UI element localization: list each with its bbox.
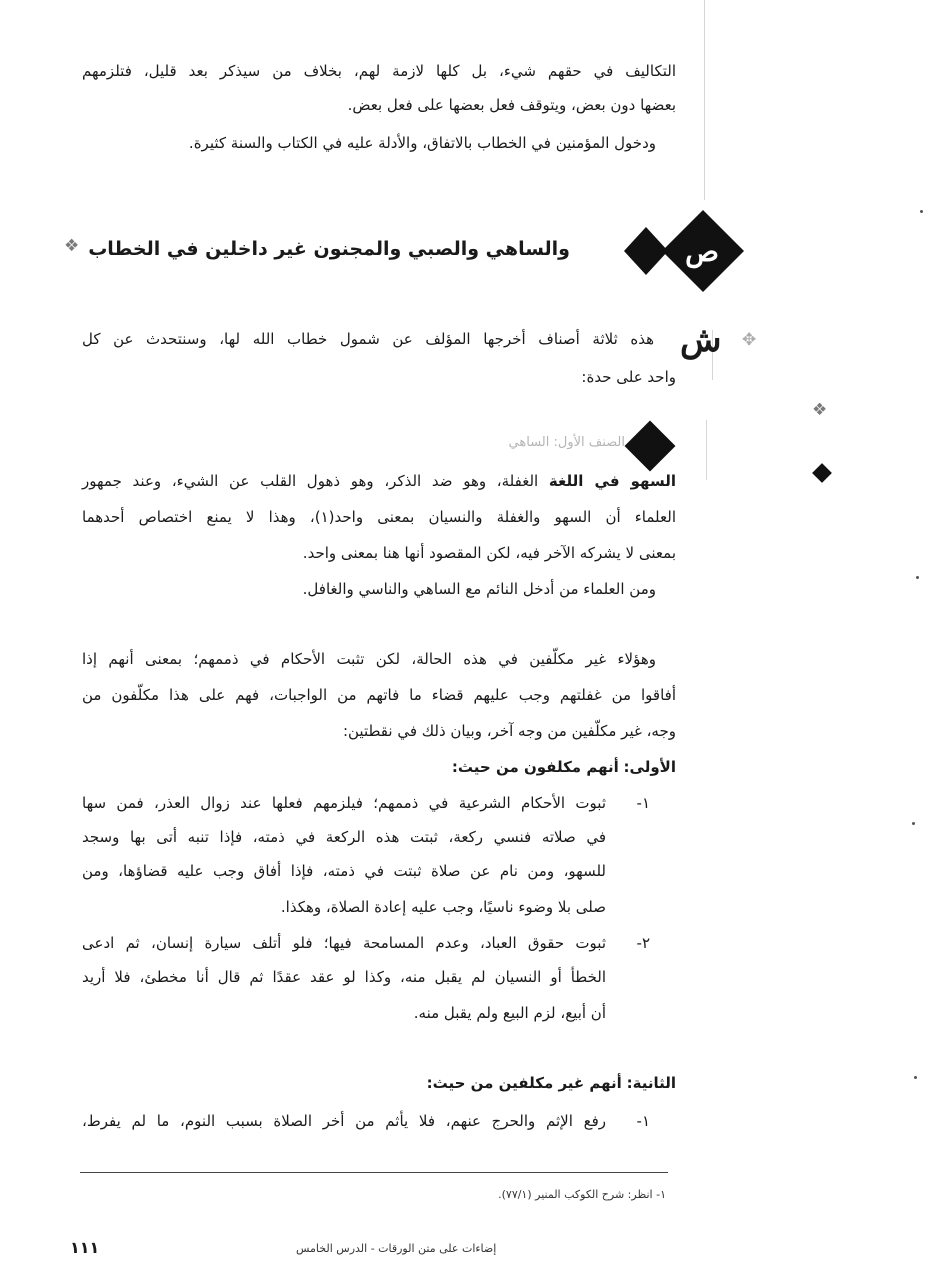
ornament-icon: ❖ bbox=[812, 400, 828, 420]
faded-subheading: الصنف الأول: الساهي bbox=[508, 435, 625, 450]
body-line: ودخول المؤمنين في الخطاب بالاتفاق، والأدلة عليه في الكتاب والسنة كثيرة. bbox=[188, 134, 656, 152]
body-line: العلماء أن السهو والغفلة والنسيان بمعنى واحد(١)، وهذا لا يمنع اختصاص أحدهما bbox=[82, 508, 676, 526]
body-line: واحد على حدة: bbox=[581, 368, 676, 386]
body-line: وهؤلاء غير مكلّفين في هذه الحالة، لكن تثبت الأحكام في ذممهم؛ بمعنى أنهم إذا bbox=[82, 650, 656, 668]
margin-dot bbox=[920, 210, 923, 213]
body-line-with-lead bbox=[82, 466, 676, 496]
body-line: التكاليف في حقهم شيء، بل كلها لازمة لهم، بخلاف من سيذكر بعد قليل، فتلزمهم bbox=[82, 62, 676, 80]
section-title: والساهي والصبي والمجنون غير داخلين في الخطاب bbox=[88, 238, 570, 260]
body-line: هذه ثلاثة أصناف أخرجها المؤلف عن شمول خطاب الله لها، وسنتحدث عن كل bbox=[82, 330, 654, 348]
point-label: الأولى: bbox=[623, 758, 676, 776]
item-line: ثبوت الأحكام الشرعية في ذممهم؛ فيلزمهم فعلها عند زوال العذر، فمن سها bbox=[82, 794, 606, 812]
inline-text: الغفلة، وهو ضد الذكر، وهو ذهول القلب عن الشيء، وعند جمهور bbox=[82, 472, 539, 490]
running-title: إضاءات على متن الورقات - الدرس الخامس bbox=[296, 1242, 497, 1255]
point-heading-text: أنهم مكلفون من حيث: bbox=[451, 758, 619, 776]
sad-badge-letter: ص bbox=[685, 235, 719, 268]
footnote: ١- انظر: شرح الكوكب المنير (٧٧/١). bbox=[498, 1188, 666, 1201]
body-line: وجه، غير مكلّفين من وجه آخر، وبيان ذلك في نقطتين: bbox=[342, 722, 676, 740]
ornament-icon: ✥ bbox=[742, 330, 757, 350]
item-number: ١- bbox=[636, 1112, 650, 1130]
body-line: بعضها دون بعض، ويتوقف فعل بعضها على فعل بعض. bbox=[347, 96, 676, 114]
diamond-marker-icon bbox=[625, 421, 676, 472]
item-number: ١- bbox=[636, 794, 650, 812]
margin-dot bbox=[912, 822, 915, 825]
item-line: للسهو، ومن نام عن صلاة ثبتت في ذمته، فإذا أفاق وجب عليه قضاؤها، ومن bbox=[82, 862, 606, 880]
point-label: الثانية: bbox=[626, 1074, 676, 1092]
item-line: رفع الإثم والحرج عنهم، فلا يأثم من أخر الصلاة بسبب النوم، ما لم يفرط، bbox=[82, 1112, 606, 1130]
footnote-rule bbox=[80, 1172, 668, 1173]
page-number: ١١١ bbox=[70, 1238, 100, 1257]
item-line: الخطأ أو النسيان لم يقبل منه، وكذا لو عقد عقدًا ثم قال أنا مخطئ، فلا أريد bbox=[82, 968, 606, 986]
point-heading bbox=[82, 752, 676, 782]
point-heading-text: أنهم غير مكلفين من حيث: bbox=[426, 1074, 622, 1092]
body-line: أفاقوا من غفلتهم وجب عليهم قضاء ما فاتهم من الواجبات، فهم على هذا مكلّفون من bbox=[82, 686, 676, 704]
item-line: صلى بلا وضوء ناسيًا، وجب عليه إعادة الصلاة، وهكذا. bbox=[280, 898, 606, 916]
item-line: أن أبيع، لزم البيع ولم يقبل منه. bbox=[413, 1004, 606, 1022]
body-line: ومن العلماء من أدخل النائم مع الساهي والناسي والغافل. bbox=[302, 580, 656, 598]
margin-dot bbox=[914, 1076, 917, 1079]
body-line: بمعنى لا يشركه الآخر فيه، لكن المقصود أنها هنا بمعنى واحد. bbox=[302, 544, 676, 562]
item-line: في صلاته فنسي ركعة، ثبتت هذه الركعة في ذمته، فإذا تنبه أتى بها وسجد bbox=[82, 828, 606, 846]
item-line: ثبوت حقوق العباد، وعدم المسامحة فيها؛ فلو أتلف سيارة إنسان، ثم ادعى bbox=[82, 934, 606, 952]
ornament-icon: ❖ bbox=[64, 236, 80, 256]
sheen-badge: ش bbox=[680, 320, 722, 360]
scan-line bbox=[704, 0, 705, 200]
diamond-bullet-icon bbox=[812, 463, 832, 483]
scan-line bbox=[706, 420, 707, 480]
item-number: ٢- bbox=[636, 934, 650, 952]
margin-dot bbox=[916, 576, 919, 579]
point-heading bbox=[82, 1068, 676, 1098]
bold-lead: السهو في اللغة bbox=[548, 472, 676, 490]
